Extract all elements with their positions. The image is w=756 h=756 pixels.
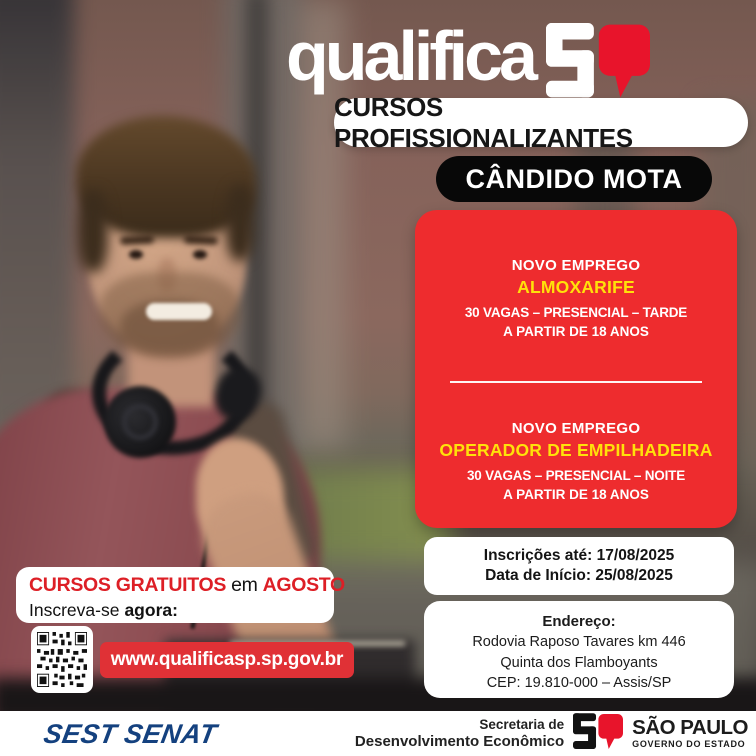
promo-headline [29,574,345,597]
course-title: OPERADOR DE EMPILHADEIRA [439,440,713,460]
course-kicker: NOVO EMPREGO [511,420,641,437]
secretary-line1: Secretaria de [479,717,565,733]
footer-government-block [355,713,748,754]
secretary-line2: Desenvolvimento Econômico [354,732,565,750]
promo-cta-text: Inscreva-se [29,600,120,620]
state-government-label: GOVERNO DO ESTADO [632,739,746,750]
promo-box [16,567,345,623]
course-details: 30 VAGAS – PRESENCIAL – NOITE [466,468,685,483]
person-hair [226,185,254,261]
address-line: Rodovia Raposo Tavares km 446 [472,634,686,651]
course-details: 30 VAGAS – PRESENCIAL – TARDE [464,305,688,320]
promo-headline-month: AGOSTO [262,574,345,596]
person-eyebrow [184,235,218,245]
course-age: A PARTIR DE 18 ANOS [503,324,649,339]
promo-headline-red: CURSOS GRATUITOS [29,574,227,596]
logo-wordmark: qualifica [286,17,534,95]
url-button[interactable] [100,642,354,678]
url-button-label: www.qualificasp.sp.gov.br [110,649,344,670]
person-eye [129,250,143,259]
city-banner-text: CÂNDIDO MOTA [465,163,683,194]
city-banner [436,156,712,202]
footer [0,711,756,756]
person-eye [193,250,207,259]
person-hair [78,190,108,272]
enrollment-start-date: Data de Início: 25/08/2025 [485,567,673,584]
secretary-text [355,717,564,750]
enrollment-box [424,537,734,595]
address-label: Endereço: [542,613,616,630]
course-kicker: NOVO EMPREGO [511,257,641,274]
sest-senat-logo: SEST SENAT [41,719,220,749]
qr-code-icon [31,626,93,693]
address-line: Quinta dos Flamboyants [500,654,658,671]
course-block [415,383,737,502]
program-banner-text: CURSOS PROFISSIONALIZANTES [334,91,633,153]
address-box [424,601,734,698]
headphones-earcup [122,404,158,440]
sp-government-mark-icon [573,713,623,755]
course-block [415,210,737,339]
state-logo-text [632,715,748,750]
promo-cta [29,600,334,621]
promo-cta-bold: agora: [124,600,178,620]
state-name: SÃO PAULO [632,715,748,739]
promo-headline-mid: em [231,574,258,596]
address-line: CEP: 19.810-000 – Assis/SP [486,675,672,692]
courses-card [415,210,737,528]
course-title: ALMOXARIFE [517,277,635,297]
background-window [0,0,74,440]
program-banner [334,91,748,153]
person-smile [146,303,212,320]
enrollment-deadline: Inscrições até: 17/08/2025 [483,547,675,564]
course-age: A PARTIR DE 18 ANOS [503,487,649,502]
